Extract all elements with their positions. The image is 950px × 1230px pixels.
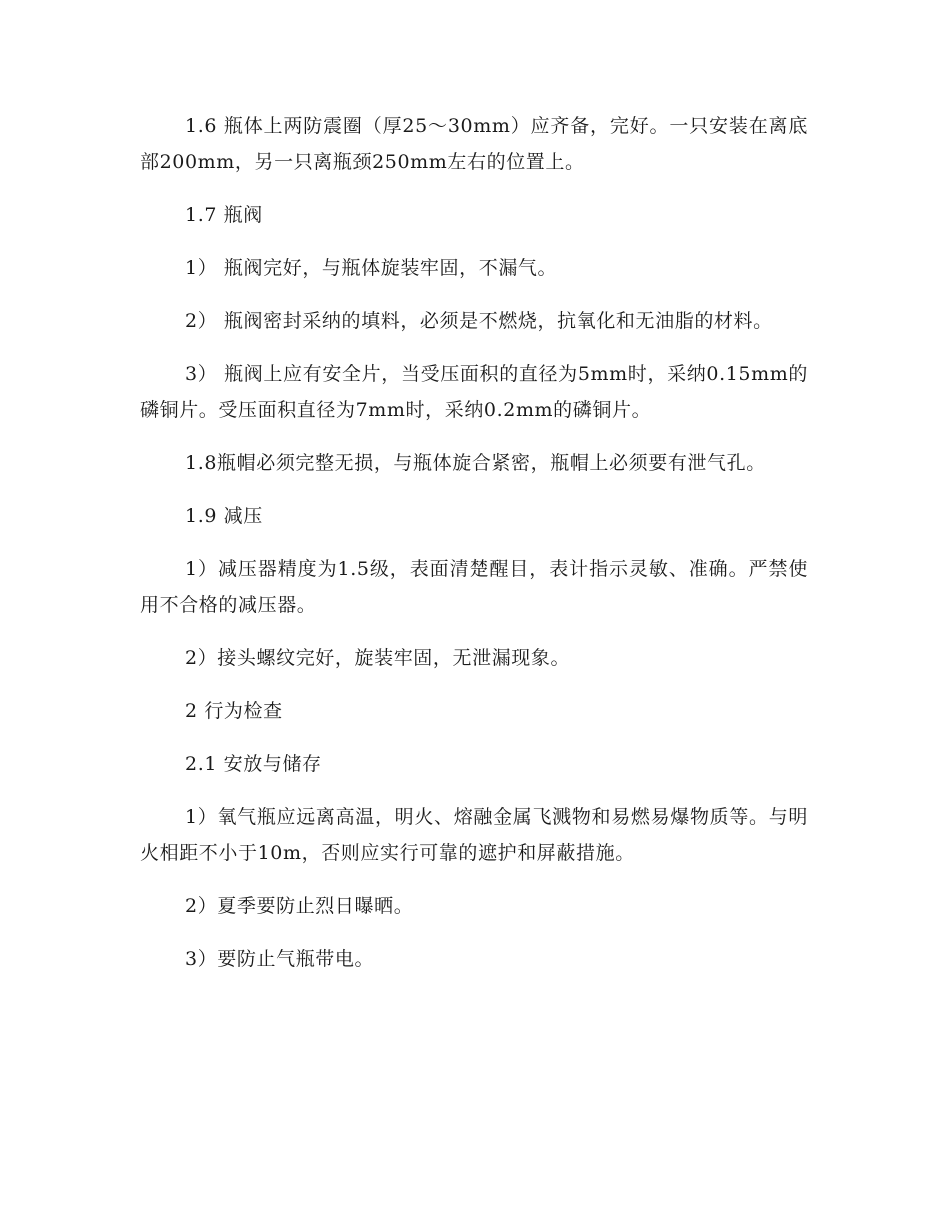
paragraph-2-1-item-1: 1）氧气瓶应远离高温，明火、熔融金属飞溅物和易燃易爆物质等。与明火相距不小于10m，否则应实行可靠的遮护和屏蔽措施。 xyxy=(140,806,808,864)
heading-2-1: 2.1 安放与储存 xyxy=(185,753,322,775)
paragraph-2-1-item-3: 3）要防止气瓶带电。 xyxy=(185,948,375,970)
paragraph-1-6: 1.6 瓶体上两防震圈（厚25～30mm）应齐备，完好。一只安装在离底部200mm，另一只离瓶颈250mm左右的位置上。 xyxy=(140,115,808,173)
paragraph-1-8: 1.8瓶帽必须完整无损，与瓶体旋合紧密，瓶帽上必须要有泄气孔。 xyxy=(185,452,766,474)
document-body xyxy=(140,108,808,994)
paragraph-1-7-item-3: 3） 瓶阀上应有安全片，当受压面积的直径为5mm时，采纳0.15mm的磷铜片。受压面积直径为7mm时，采纳0.2mm的磷铜片。 xyxy=(140,363,808,421)
heading-1-7: 1.7 瓶阀 xyxy=(185,204,263,226)
paragraph-1-9-item-1: 1）减压器精度为1.5级，表面清楚醒目，表计指示灵敏、准确。严禁使用不合格的减压器。 xyxy=(140,558,808,616)
paragraph-1-7-item-1: 1） 瓶阀完好，与瓶体旋装牢固，不漏气。 xyxy=(185,257,558,279)
heading-2: 2 行为检查 xyxy=(185,700,283,722)
heading-1-9: 1.9 减压 xyxy=(185,505,263,527)
paragraph-1-9-item-2: 2）接头螺纹完好，旋装牢固，无泄漏现象。 xyxy=(185,647,571,669)
paragraph-2-1-item-2: 2）夏季要防止烈日曝晒。 xyxy=(185,895,414,917)
paragraph-1-7-item-2: 2） 瓶阀密封采纳的填料，必须是不燃烧，抗氧化和无油脂的材料。 xyxy=(185,310,773,332)
